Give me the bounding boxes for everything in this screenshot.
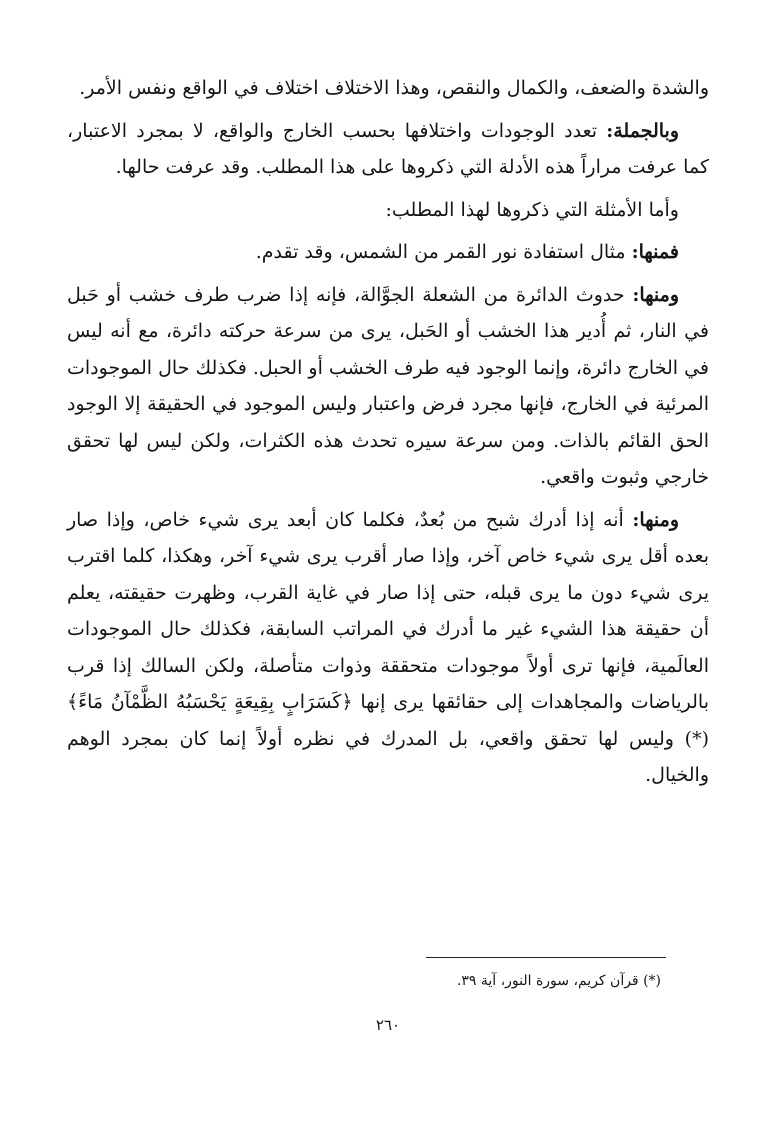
paragraph-5: ومنها: حدوث الدائرة من الشعلة الجوَّالة، فإنه إذا ضرب طرف خشب أو حَبل في النار، ثم أُدير هذا الخشب أو الحَبل، يرى من سرعة حركته دائرة، مع أنه ليس في الخارج دائرة، وإنما الوجود فيه طرف الخشب أو الحبل. فكذلك حال الموجودات المرئية في الخارج، فإنها مجرد فرض واعتبار وليس الموجود في الحقيقة إلا الوجود الحق القائم بالذات. ومن سرعة سيره تحدث هذه الكثرات، ولكن ليس لها تحقق خارجي وثبوت واقعي. [67,283,709,488]
footnote: (*) قرآن كريم، سورة النور، آية ٣٩. [456,973,661,989]
footnote-divider [426,957,666,958]
paragraph-lead: ومنها: [632,508,679,531]
paragraph-lead: فمنها: [631,241,679,263]
paragraph-6: ومنها: أنه إذا أدرك شبح من بُعدٌ، فكلما كان أبعد يرى شيء خاص، وإذا صار بعده أقل يرى شيء خاص آخر، وإذا صار أقرب يرى شيء آخر، وهكذا، كلما اقترب يرى شيء دون ما يرى قبله، حتى إذا صار في غاية القرب، وظهرت حقيقته، يعلم أن حقيقة هذا الشيء غير ما أدرك في المراتب السابقة، فكذلك حال الموجودات العالَمية، فإنها ترى أولاً موجودات متحققة وذوات متأصلة، ولكن السالك إذا قرب بالرياضات والمجاهدات إلى حقائقها يرى إنها ﴿كَسَرَابٍ بِقِيعَةٍ يَحْسَبُهُ الظَّمْآنُ مَاءً﴾(*) وليس لها تحقق واقعي، بل المدرك في نظره أولاً إنما كان بمجرد الوهم والخيال. [67,508,710,786]
paragraph-1: والشدة والضعف، والكمال والنقص، وهذا الاختلاف اختلاف في الواقع ونفس الأمر. [79,77,709,99]
page-number: ٢٦٠ [375,1016,401,1034]
paragraph-3: وأما الأمثلة التي ذكروها لهذا المطلب: [385,198,679,221]
paragraph-2: وبالجملة: تعدد الوجودات واختلافها بحسب الخارج والواقع، لا بمجرد الاعتبار، كما عرفت مراراً هذه الأدلة التي ذكروها على هذا المطلب. وقد عرفت حالها. [67,119,709,178]
body-text [67,70,709,800]
paragraph-lead: وبالجملة: [606,119,679,142]
paragraph-4: فمنها: مثال استفادة نور القمر من الشمس، وقد تقدم. [255,241,679,263]
paragraph-lead: ومنها: [632,283,679,306]
